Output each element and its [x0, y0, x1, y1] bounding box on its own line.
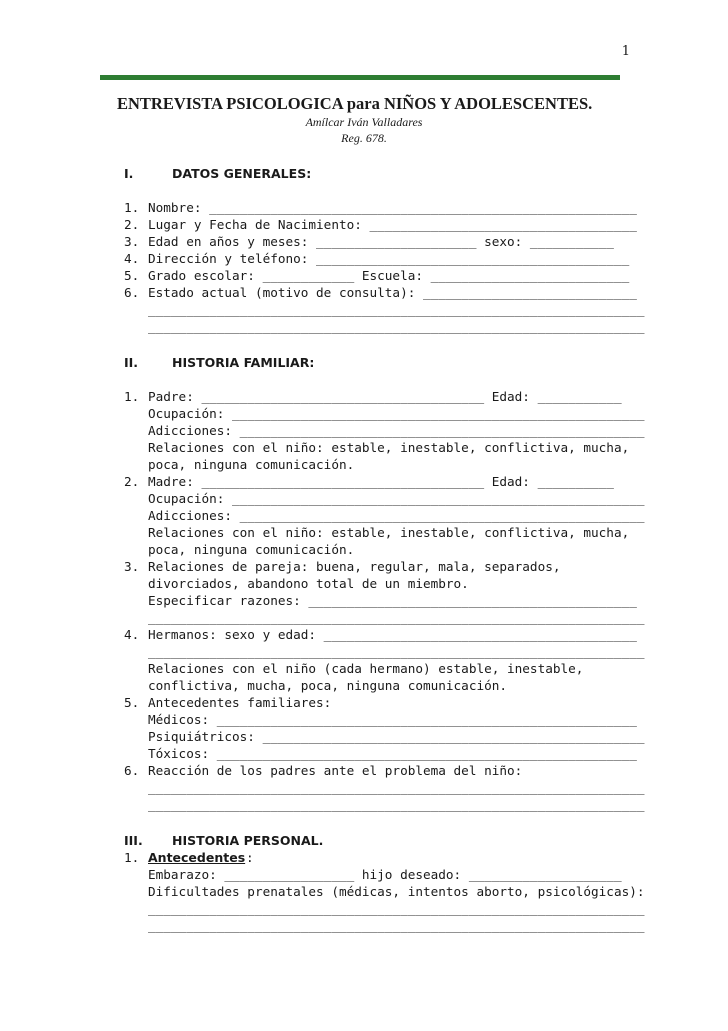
form-line: Especificar razones: ___________________________________________: [148, 593, 637, 608]
form-line: _________________________________________________________________: [148, 644, 645, 659]
form-line: 5.: [124, 268, 140, 283]
form-line: Relaciones con el niño: estable, inestable, conflictiva, mucha,: [148, 525, 630, 540]
form-line: Ocupación: ______________________________________________________: [148, 406, 645, 421]
form-line: conflictiva, mucha, poca, ninguna comunicación.: [148, 678, 508, 693]
form-line: 1.: [124, 389, 140, 404]
form-line: 1.: [124, 200, 140, 215]
form-line: _________________________________________________________________: [148, 302, 645, 317]
form-line: Grado escolar: ____________ Escuela: __________________________: [148, 268, 630, 283]
form-line: Relaciones con el niño (cada hermano) estable, inestable,: [148, 661, 584, 676]
form-line: Ocupación: ______________________________________________________: [148, 491, 645, 506]
form-line: Tóxicos: _______________________________________________________: [148, 746, 637, 761]
section-heading: HISTORIA FAMILIAR:: [172, 355, 315, 370]
form-line: Adicciones: _____________________________________________________: [148, 508, 645, 523]
form-line: Relaciones con el niño: estable, inestable, conflictiva, mucha,: [148, 440, 630, 455]
registration-number: Reg. 678.: [341, 131, 387, 145]
form-line: poca, ninguna comunicación.: [148, 542, 355, 557]
form-line: Estado actual (motivo de consulta): ____________________________: [148, 285, 637, 300]
form-line: Nombre: ________________________________________________________: [148, 200, 637, 215]
form-line: Relaciones de pareja: buena, regular, mala, separados,: [148, 559, 561, 574]
form-line: _________________________________________________________________: [148, 901, 645, 916]
form-line: Psiquiátricos: __________________________________________________: [148, 729, 645, 744]
section-heading: DATOS GENERALES:: [172, 166, 312, 181]
form-line: _________________________________________________________________: [148, 319, 645, 334]
form-line: 3.: [124, 559, 140, 574]
form-line: Lugar y Fecha de Nacimiento: ___________________________________: [148, 217, 637, 232]
form-line: Adicciones: _____________________________________________________: [148, 423, 645, 438]
form-line: Madre: _____________________________________ Edad: __________: [148, 474, 614, 489]
form-line: Dificultades prenatales (médicas, intentos aborto, psicológicas):: [148, 884, 645, 899]
form-line: _________________________________________________________________: [148, 918, 645, 933]
header-rule: [100, 75, 620, 80]
form-line: Embarazo: _________________ hijo deseado: ____________________: [148, 867, 622, 882]
form-line: Reacción de los padres ante el problema del niño:: [148, 763, 523, 778]
section-heading: II.: [124, 355, 139, 370]
form-line: _________________________________________________________________: [148, 610, 645, 625]
form-line: Dirección y teléfono: _________________________________________: [148, 251, 630, 266]
form-line: 2.: [124, 474, 140, 489]
section-heading: III.: [124, 833, 143, 848]
form-line: _________________________________________________________________: [148, 780, 645, 795]
section-heading: Antecedentes: [148, 850, 246, 865]
form-line: Padre: _____________________________________ Edad: ___________: [148, 389, 622, 404]
form-line: :: [246, 850, 254, 865]
form-line: 2.: [124, 217, 140, 232]
form-line: 4.: [124, 627, 140, 642]
form-line: Edad en años y meses: _____________________ sexo: ___________: [148, 234, 614, 249]
section-heading: I.: [124, 166, 134, 181]
form-line: 6.: [124, 763, 140, 778]
form-line: 5.: [124, 695, 140, 710]
form-line: _________________________________________________________________: [148, 797, 645, 812]
form-line: 3.: [124, 234, 140, 249]
form-line: Hermanos: sexo y edad: _________________________________________: [148, 627, 637, 642]
page-number: 1: [621, 44, 630, 59]
form-line: 1.: [124, 850, 140, 865]
form-line: divorciados, abandono total de un miembro.: [148, 576, 469, 591]
form-line: Antecedentes familiares:: [148, 695, 332, 710]
form-line: 4.: [124, 251, 140, 266]
form-line: 6.: [124, 285, 140, 300]
form-line: poca, ninguna comunicación.: [148, 457, 355, 472]
author-name: Amílcar Iván Valladares: [305, 115, 423, 129]
form-line: Médicos: _______________________________________________________: [148, 712, 637, 727]
section-heading: HISTORIA PERSONAL.: [172, 833, 324, 848]
document-title: ENTREVISTA PSICOLOGICA para NIÑOS Y ADOLESCENTES.: [117, 94, 593, 113]
